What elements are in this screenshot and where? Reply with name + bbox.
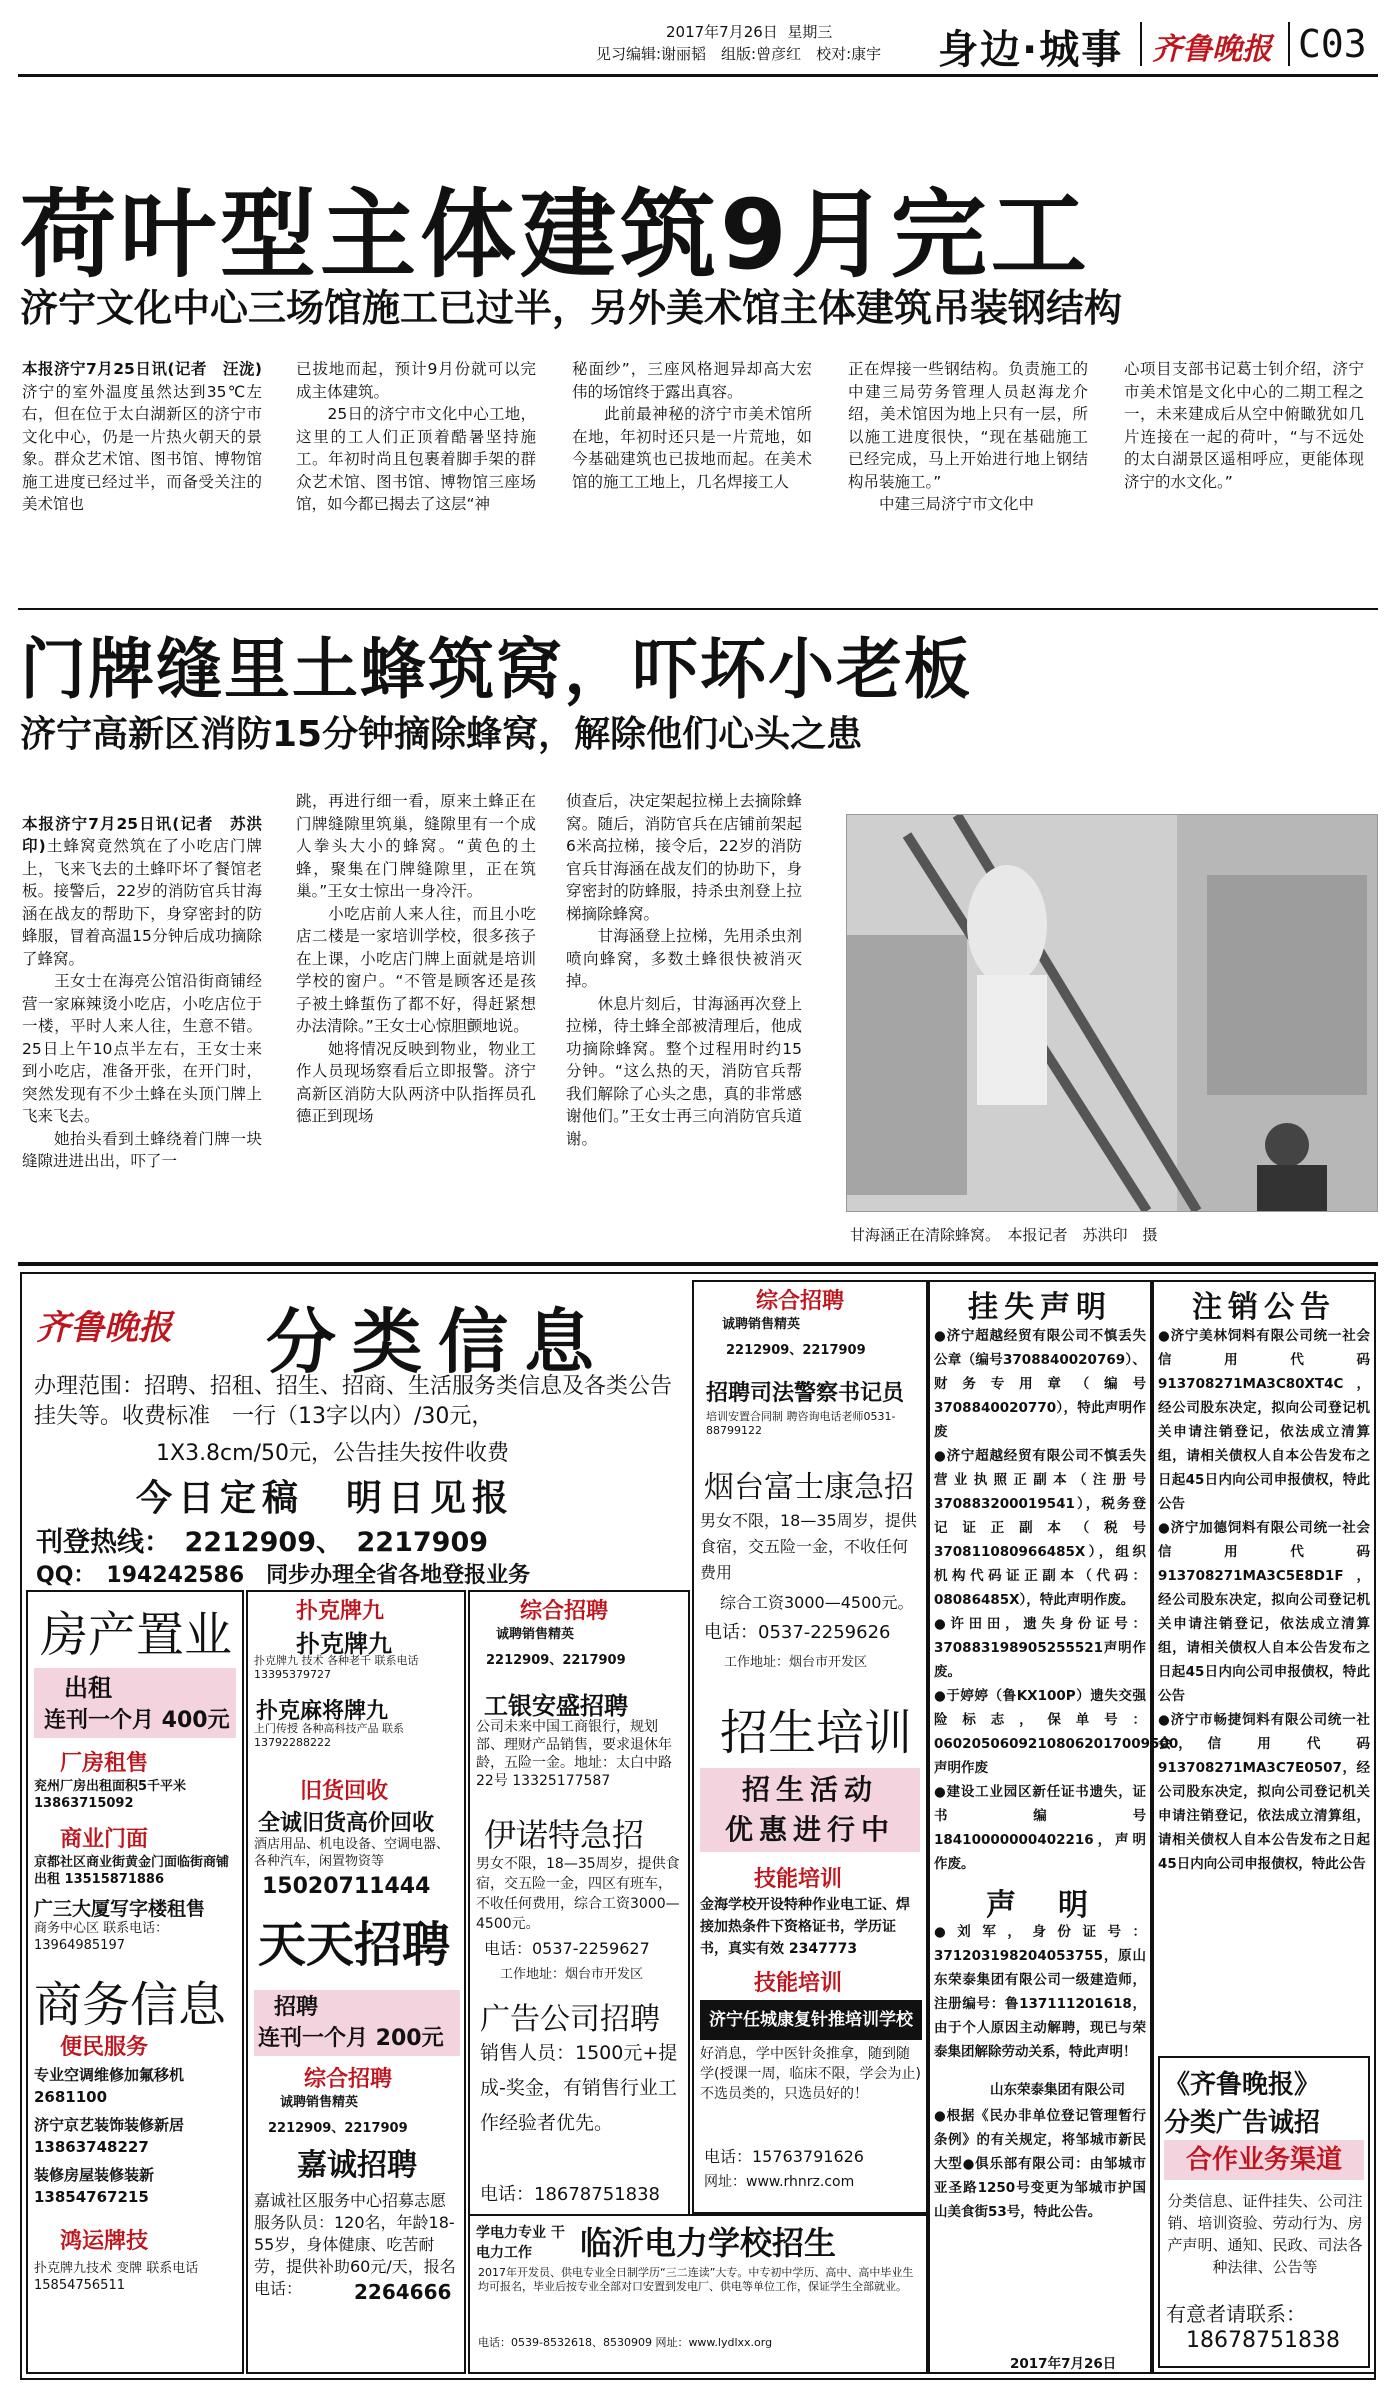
- card-tech-text: 扑克牌九技术 变牌 联系电话 15854756511: [34, 2261, 199, 2293]
- jiacheng-text: 嘉诚社区服务中心招募志愿服务队员：120名，年龄18-55岁，身体健康、吃苦耐劳，提供补助60元/天，报名电话：: [254, 2191, 456, 2298]
- skills-title: 技能培训: [754, 1867, 843, 1892]
- service-2: 济宁京艺装饰装修新居 13863748227: [34, 2116, 185, 2156]
- poker-text: 扑克牌九 技术 各种老千 联系电话 13395379727: [254, 1654, 419, 1681]
- yinuo-addr: 工作地址：烟台市开发区: [500, 1967, 644, 1982]
- classified-top-rule: [18, 1262, 1378, 1266]
- statement-date: 2017年7月26日: [1010, 2356, 1117, 2372]
- recycle-text: 酒店用品、机电设备、空调电器、各种汽车，闲置物资等: [254, 1837, 450, 1869]
- acupuncture-title: 济宁任城康复针推培训学校: [700, 2000, 922, 2040]
- qilu-ad-contact: 有意者请联系：: [1166, 2302, 1306, 2326]
- property-title: 房产置业: [40, 1607, 233, 1663]
- story1-col2: 已拔地而起，预计9月份就可以完成主体建筑。 25日的济宁市文化中心工地，这里的工人们正顶着酷暑坚持施工。年初时尚且包裹着脚手架的群众艺术馆、图书馆、博物馆三座场馆，如今都已揭去了这层“神: [296, 360, 536, 513]
- general3-sub: 诚聘销售精英: [722, 1317, 801, 1332]
- foxconn-salary: 综合工资3000—4500元。: [720, 1593, 914, 1612]
- skills-text: 金海学校开设特种作业电工证、焊接加热条件下资格证书，学历证书，真实有效 2347773: [700, 1897, 910, 1957]
- yinuo-phone: 电话：0537-2259627: [484, 1939, 650, 1958]
- story2-lead: 本报济宁7月25日讯(记者 苏洪印): [22, 814, 262, 855]
- acupuncture-phone: 电话：15763791626: [704, 2147, 864, 2166]
- factory-text: 兖州厂房出租面积5千平米 13863715092: [34, 1779, 187, 1811]
- classified-title: 分类信息: [266, 1301, 610, 1383]
- shop-title: 商业门面: [60, 1827, 149, 1852]
- header-rule: [18, 74, 1378, 77]
- story1-col3: 秘面纱”，三座风格迥异却高大宏伟的场馆终于露出真容。 此前最神秘的济宁市美术馆所在地，年初时还只是一片荒地，如今基础建筑也已拔地而起。在美术馆的施工工地上，几名焊接工人: [572, 360, 812, 491]
- rent-banner: [34, 1668, 236, 1738]
- story2-col1-text: 土蜂窝竟然筑在了小吃店门牌上，飞来飞去的土蜂吓坏了餐馆老板。接警后，22岁的消防官兵甘海涵在战友的帮助下，身穿密封的防蜂服，冒着高温15分钟后成功摘除了蜂窝。 王女士在海亮公馆沿街商铺经营一家麻辣烫小吃店，小吃店位于一楼，平时人来人往，生意不错。25日上午10点半左右，王女士来到小吃店，准备开张，在开门时，突然发现有不少土蜂在头顶门牌上飞来飞去。 她抬头看到土蜂绕着门牌一块缝隙进进出出，吓了一: [22, 837, 262, 1170]
- story-divider: [18, 608, 1378, 610]
- recycle-phone: 15020711444: [262, 1874, 431, 1899]
- story1-subhead: 济宁文化中心三场馆施工已过半，另外美术馆主体建筑吊装钢结构: [20, 286, 1123, 330]
- story2-headline: 门牌缝里土蜂筑窝，吓坏小老板: [20, 631, 972, 708]
- weekday-text: 星期三: [787, 23, 833, 41]
- linyi-ad: [468, 2214, 928, 2374]
- clerk-text: 培训安置合同制 聘咨询电话老师0531-88799122: [706, 1410, 896, 1437]
- firefighter-photo: [846, 814, 1378, 1212]
- story2-col2: 跳，再进行细一看，原来土蜂正在门牌缝隙里筑巢，缝隙里有一个成人拳头大小的蜂窝。“黄色的土蜂，聚集在门牌缝隙里，正在筑巢。”王女士惊出一身冷汗。 小吃店前人来人往，而且小吃店二楼是一家培训学校，很多孩子在上课，小吃店门牌上面就是培训学校的窗户。“不管是顾客还是孩子被土蜂蜇伤了都不好，得赶紧想办法清除。”王女士心惊胆颤地说。 她将情况反映到物业，物业工作人员现场察看后立即报警。济宁高新区消防大队两济中队指挥员孔德正到现场: [296, 792, 536, 1125]
- issue-date: [666, 22, 832, 42]
- shop-text: 京都社区商业街黄金门面临街商铺出租 13515871886: [34, 1855, 230, 1887]
- cancellation-title: 注销公告: [1192, 1290, 1336, 1325]
- foxconn-text: 男女不限，18—35周岁，提供食宿，交五险一金，不收任何费用: [700, 1511, 917, 1582]
- service-3: 装修房屋装修装新 13854767215: [34, 2166, 155, 2206]
- icbc-title: 工银安盛招聘: [484, 1692, 628, 1720]
- qilu-ad-banner: 合作业务渠道: [1164, 2140, 1364, 2180]
- adco-title: 广告公司招聘: [480, 2002, 660, 2037]
- statement-text: ●刘军，身份证号：371203198204053755，原山东荣泰集团有限公司一级建造师，注册编号：鲁137111201618，由于个人原因主动解聘，现已与荣泰集团解除劳动关系，特此声明！: [934, 1924, 1146, 2060]
- classified-slogan: 今日定稿 明日见报: [136, 1478, 515, 1519]
- recruit-title: 招聘: [274, 1995, 319, 2020]
- foxconn-phone: 电话：0537-2259626: [704, 1622, 891, 1643]
- foxconn-title: 烟台富士康急招: [704, 1470, 914, 1505]
- header-divider-2: [1288, 22, 1290, 66]
- photo-caption: 甘海涵正在清除蜂窝。 本报记者 苏洪印 摄: [850, 1226, 1158, 1244]
- acupuncture-web: 网址：www.rhnrz.com: [704, 2174, 855, 2190]
- story2-col3: 侦查后，决定架起拉梯上去摘除蜂窝。随后，消防官兵在店铺前架起6米高拉梯，接令后，22岁的消防官兵甘海涵在战友们的协助下，身穿密封的防蜂服，持杀虫剂登上拉梯摘除蜂窝。 甘海涵登上拉梯，先用杀虫剂喷向蜂窝，多数土蜂很快被消灭掉。 休息片刻后，甘海涵再次登上拉梯，待土蜂全部被清理后，他成功摘除蜂窝。整个过程用时约15分钟。“这么热的天，消防官兵帮我们解除了心头之患，真的非常感谢他们。”王女士再三向消防官兵道谢。: [566, 792, 802, 1148]
- training-banner-2: 优惠进行中: [724, 1813, 895, 1846]
- statement-title: 声 明: [986, 1888, 1094, 1923]
- recycle-title: 全诚旧货高价回收: [258, 1811, 435, 1836]
- classified-scope2: 1X3.8cm/50元，公告挂失按件收费: [156, 1441, 509, 1466]
- general-phone: 2212909、2217909: [268, 2121, 408, 2136]
- story1-col1-text: 济宁的室外温度虽然达到35℃左右，但在位于太白湖新区的济宁市文化中心，仍是一片热火朝天的景象。群众艺术馆、图书馆、博物馆施工进度已经过半，而备受关注的美术馆也: [22, 382, 262, 513]
- office-title: 广三大厦写字楼租售: [34, 1898, 206, 1920]
- icbc-text: 公司未来中国工商银行，规划部、理财产品销售，要求退休年龄，五险一金。地址：太白中路22号 13325177587: [476, 1719, 672, 1789]
- editors-line: 见习编辑:谢丽韬 组版:曾彦红 校对:康宇: [596, 45, 882, 63]
- linyi-left: 学电力专业 干电力工作: [476, 2225, 565, 2261]
- classified-brand: 齐鲁晚报: [36, 1308, 172, 1348]
- skills2-title: 技能培训: [754, 1971, 843, 1996]
- clerk-title: 招聘司法警察书记员: [706, 1381, 905, 1406]
- acupuncture-text: 好消息，学中医针灸推拿，随到随学(授课一周，临床不限，学会为止)不选员类的，只选员好的！: [700, 2046, 921, 2102]
- poker-header: 扑克牌九: [296, 1599, 385, 1624]
- card-tech-title: 鸿运牌技: [60, 2229, 149, 2254]
- recruit-price: 连刊一个月 200元: [258, 2026, 444, 2051]
- statement-text-2: ●根据《民办非单位登记管理暂行条例》的有关规定，将邹城市新民大型●俱乐部有限公司：由邹城市亚圣路1250号变更为邹城市护国山美食街53号，特此公告。: [934, 2108, 1146, 2220]
- cancellation-text: ●济宁美林饲料有限公司统一社会信用代码913708271MA3C80XT4C，经公司股东决定，拟向公司登记机关申请注销登记，依法成立清算组，请相关债权人自本公告发布之日起45日内向公司申报债权，特此公告 ●济宁加德饲料有限公司统一社会信用代码913708271MA3C5E8D1F，经公司股东决定，拟向公司登记机关申请注销登记，依法成立清算组，请相关债权人自本公告发布之日起45日内向公司申报债权，特此公告 ●济宁市畅捷饲料有限公司统一社会信用代码913708271MA3C7E0507，经公司股东决定，拟向公司登记机关申请注销登记，依法成立清算组，请相关债权人自本公告发布之日起45日内向公司申报债权，特此公告: [1158, 1328, 1370, 1872]
- qilu-ad-title: 分类广告诚招: [1164, 2108, 1321, 2138]
- daily-recruit: 天天招聘: [258, 1917, 451, 1973]
- training-title: 招生培训: [720, 1705, 913, 1761]
- page-number: C03: [1298, 22, 1367, 66]
- poker-title: 扑克牌九: [296, 1630, 392, 1658]
- general2-header: 综合招聘: [520, 1599, 609, 1624]
- general2-phone: 2212909、2217909: [486, 1653, 626, 1668]
- story2-col1: [22, 790, 262, 1173]
- loss-notice-text: ●济宁超越经贸有限公司不慎丢失公章（编号3708840020769）、财务专用章（编号3708840020770），特此声明作废 ●济宁超越经贸有限公司不慎丢失营业执照正副本（注册号370883200019541），税务登记证正副本（税号370811080966485X），组织机构代码证正副本（代码：08086485X），特此声明作废。 ●许田田，遗失身份证号：370883198905255521声明作废。 ●于婷婷（鲁KX100P）遗失交强险标志，保单号：06020506092108062017009500，声明作废 ●建设工业园区新任证书遗失，证书编号18410000000402216，声明作废。: [934, 1328, 1192, 1872]
- mahjong-text: 上门传授 各种高科技产品 联系 13792288222: [254, 1722, 404, 1749]
- factory-title: 厂房租售: [60, 1751, 149, 1776]
- linyi-title: 临沂电力学校招生: [580, 2224, 837, 2262]
- general2-sub: 诚聘销售精英: [496, 1627, 575, 1642]
- business-title: 商务信息: [34, 1977, 227, 2033]
- date-text: 2017年7月26日: [666, 23, 778, 41]
- rent-title: 出租: [64, 1674, 112, 1702]
- story1-headline: 荷叶型主体建筑9月完工: [20, 179, 1091, 291]
- jiacheng-title: 嘉诚招聘: [254, 2146, 460, 2186]
- adco-phone: 电话：18678751838: [480, 2184, 660, 2205]
- classified-hotline: 刊登热线： 2212909、 2217909: [36, 1527, 489, 1558]
- classified-qq: QQ： 194242586 同步办理全省各地登报业务: [36, 1563, 531, 1588]
- qilu-ad-brand: 《齐鲁晚报》: [1164, 2070, 1321, 2100]
- yinuo-title: 伊诺特急招: [484, 1816, 645, 1854]
- general3-phone: 2212909、2217909: [726, 1343, 866, 1358]
- adco-text: 销售人员：1500元+提成-奖金，有销售行业工作经验者优先。: [480, 2042, 678, 2134]
- story1-col5: 心项目支部书记葛士钊介绍，济宁市美术馆是文化中心的二期工程之一，未来建成后从空中俯瞰犹如几片连接在一起的荷叶，“与不远处的太白湖景区遥相呼应，更能体现济宁的水文化。”: [1124, 360, 1364, 491]
- jiacheng-phone: 2264666: [354, 2280, 452, 2304]
- story1-col1: [22, 358, 262, 516]
- recycle-header: 旧货回收: [300, 1779, 389, 1804]
- header-divider: [1140, 22, 1142, 66]
- qilu-ad: [1158, 2056, 1370, 2368]
- service-1: 专业空调维修加氟移机 2681100: [34, 2066, 185, 2106]
- office-text: 商务中心区 联系电话：13964985197: [34, 1921, 169, 1953]
- loss-notice-title: 挂失声明: [968, 1290, 1112, 1325]
- training-banner: [700, 1768, 920, 1852]
- story1-col4: 正在焊接一些钢结构。负责施工的中建三局劳务管理人员赵海龙介绍，美术馆因为地上只有一层，所以施工进度很快，“现在基础施工已经完成，马上开始进行地上钢结构吊装施工。” 中建三局济宁市文化中: [848, 360, 1088, 513]
- classified-masthead: [26, 1280, 692, 1590]
- general3-header: 综合招聘: [756, 1289, 845, 1314]
- training-banner-1: 招生活动: [741, 1773, 878, 1806]
- foxconn-addr: 工作地址：烟台市开发区: [724, 1655, 868, 1670]
- story1-lead: 本报济宁7月25日讯(记者 汪泷): [22, 360, 262, 378]
- general-sub: 诚聘销售精英: [280, 2095, 359, 2110]
- general-header: 综合招聘: [304, 2067, 393, 2092]
- recruit-banner: [254, 1990, 460, 2056]
- column-title: 身边·城事: [938, 27, 1124, 73]
- linyi-text: 2017年开发员、供电专业全日制学历“三二连读”大专。中专初中学历、高中、高中毕业生均可报名，毕业后按专业全部对口安置到发电厂、供电等单位工作，保证学生全部就业。: [478, 2266, 914, 2293]
- qilu-ad-text: 分类信息、证件挂失、公司注销、培训资验、劳动行为、房产声明、通知、民政、司法各种法律、公告等: [1167, 2192, 1363, 2276]
- rent-price: 连刊一个月 400元: [44, 1708, 230, 1733]
- service-title: 便民服务: [60, 2035, 149, 2060]
- photo-illustration: [847, 815, 1377, 1211]
- qilu-ad-phone: 18678751838: [1186, 2328, 1340, 2353]
- yinuo-text: 男女不限，18—35周岁，提供食宿，交五险一金，四区有班车，不收任何费用，综合工资3000—4500元。: [476, 1856, 680, 1932]
- statement-sign: 山东荣泰集团有限公司: [990, 2082, 1125, 2098]
- mahjong-title: 扑克麻将牌九: [256, 1699, 389, 1724]
- classified-scope: 办理范围：招聘、招租、招生、招商、生活服务类信息及各类公告挂失等。收费标准 一行（13字以内）/30元，: [34, 1374, 673, 1429]
- story2-subhead: 济宁高新区消防15分钟摘除蜂窝，解除他们心头之患: [20, 714, 863, 755]
- brand-logo: 齐鲁晚报: [1152, 32, 1272, 67]
- linyi-phone: 电话：0539-8532618、8530909 网址：www.lydlxx.org: [478, 2336, 773, 2349]
